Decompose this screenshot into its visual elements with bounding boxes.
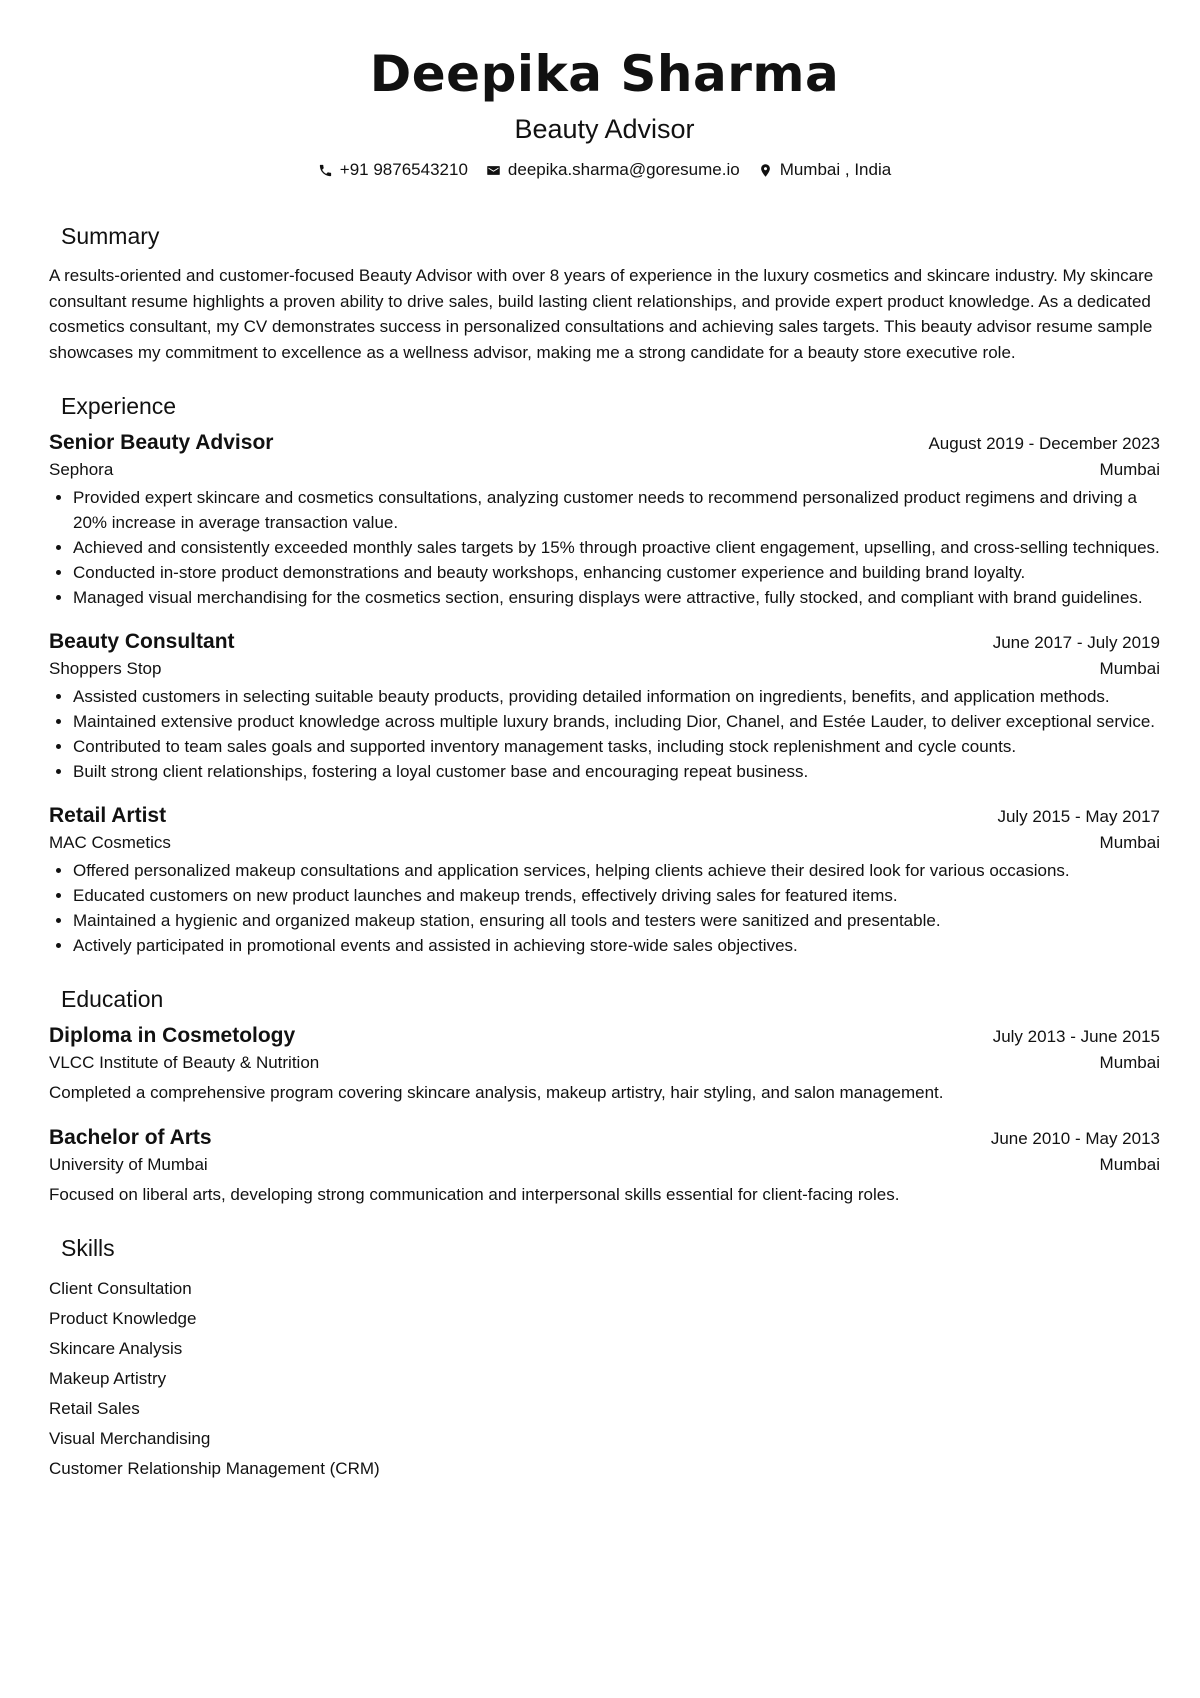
job-entry xyxy=(49,430,1160,610)
phone-text: +91 9876543210 xyxy=(339,160,468,179)
skills-section xyxy=(49,1234,1160,1484)
summary-section xyxy=(49,222,1160,365)
job-dates: August 2019 - December 2023 xyxy=(928,434,1160,453)
skill-item: Visual Merchandising xyxy=(49,1429,211,1448)
location-text: Mumbai , India xyxy=(779,160,892,179)
location-pin-icon xyxy=(758,163,773,178)
job-entry xyxy=(49,629,1160,784)
education-section xyxy=(49,985,1160,1207)
skill-item: Skincare Analysis xyxy=(49,1339,183,1358)
job-bullet: • Actively participated in promotional events and assisted in achieving store-wide sales objectives. xyxy=(73,933,1160,958)
summary-text: A results-oriented and customer-focused Beauty Advisor with over 8 years of experience in the luxury cosmetics and skincare industry. My skincare consultant resume highlights a proven ability to drive sales, build lasting client relationships, and provide expert product knowledge. As a dedicated cosmetics consultant, my CV demonstrates success in personalized consultations and achieving sales targets. This beauty advisor resume sample showcases my commitment to excellence as a wellness advisor, making me a strong candidate for a beauty store executive role. xyxy=(49,266,1154,362)
contact-bar xyxy=(49,159,1160,181)
experience-heading: Experience xyxy=(61,393,177,419)
job-bullet: • Maintained extensive product knowledge across multiple luxury brands, including Dior, Chanel, and Estée Lauder, to deliver exceptional service. xyxy=(73,709,1160,734)
job-location: Mumbai xyxy=(1099,659,1160,678)
skill-item: Customer Relationship Management (CRM) xyxy=(49,1459,380,1478)
contact-location xyxy=(758,159,892,181)
education-entry xyxy=(49,1125,1160,1207)
resume-page xyxy=(49,0,1160,1484)
job-dates: July 2015 - May 2017 xyxy=(997,807,1160,826)
job-bullet: • Educated customers on new product launches and makeup trends, effectively driving sales for featured items. xyxy=(73,883,1160,908)
mail-icon xyxy=(486,163,501,178)
education-description: Completed a comprehensive program covering skincare analysis, makeup artistry, hair styling, and salon management. xyxy=(49,1083,944,1102)
job-entry xyxy=(49,803,1160,958)
job-location: Mumbai xyxy=(1099,833,1160,852)
school-name: University of Mumbai xyxy=(49,1155,208,1174)
school-location: Mumbai xyxy=(1099,1155,1160,1174)
job-bullet: • Contributed to team sales goals and supported inventory management tasks, including stock replenishment and cycle counts. xyxy=(73,734,1160,759)
phone-icon xyxy=(318,163,333,178)
job-title: Beauty Consultant xyxy=(49,630,235,653)
job-company: MAC Cosmetics xyxy=(49,833,171,852)
education-description: Focused on liberal arts, developing strong communication and interpersonal skills essential for client-facing roles. xyxy=(49,1185,900,1204)
job-bullets xyxy=(49,485,1160,610)
job-bullets xyxy=(49,858,1160,958)
skill-item: Product Knowledge xyxy=(49,1309,197,1328)
job-bullet: • Maintained a hygienic and organized makeup station, ensuring all tools and testers were sanitized and presentable. xyxy=(73,908,1160,933)
summary-heading: Summary xyxy=(61,223,160,249)
skill-item: Client Consultation xyxy=(49,1279,192,1298)
candidate-name: Deepika Sharma xyxy=(369,45,840,103)
experience-section xyxy=(49,392,1160,958)
skill-item: Retail Sales xyxy=(49,1399,140,1418)
contact-email xyxy=(486,159,740,181)
education-dates: June 2010 - May 2013 xyxy=(990,1129,1160,1148)
job-title: Retail Artist xyxy=(49,804,167,827)
job-company: Shoppers Stop xyxy=(49,659,162,678)
job-bullet: • Built strong client relationships, fostering a loyal customer base and encouraging repeat business. xyxy=(73,759,1160,784)
job-bullet: • Provided expert skincare and cosmetics consultations, analyzing customer needs to recommend personalized product regimens and driving a 20% increase in average transaction value. xyxy=(73,485,1160,535)
degree-title: Bachelor of Arts xyxy=(49,1126,212,1149)
education-dates: July 2013 - June 2015 xyxy=(992,1027,1160,1046)
job-bullet: • Managed visual merchandising for the cosmetics section, ensuring displays were attractive, fully stocked, and compliant with brand guidelines. xyxy=(73,585,1160,610)
job-company: Sephora xyxy=(49,460,114,479)
skill-item: Makeup Artistry xyxy=(49,1369,167,1388)
job-bullet: • Offered personalized makeup consultations and application services, helping clients achieve their desired look for various occasions. xyxy=(73,858,1160,883)
job-bullet: • Conducted in-store product demonstrations and beauty workshops, enhancing customer experience and building brand loyalty. xyxy=(73,560,1160,585)
job-bullet: • Assisted customers in selecting suitable beauty products, providing detailed information on ingredients, benefits, and application methods. xyxy=(73,684,1160,709)
job-location: Mumbai xyxy=(1099,460,1160,479)
job-dates: June 2017 - July 2019 xyxy=(992,633,1160,652)
school-name: VLCC Institute of Beauty & Nutrition xyxy=(49,1053,320,1072)
resume-header xyxy=(49,44,1160,181)
skills-heading: Skills xyxy=(61,1235,115,1261)
skills-list xyxy=(49,1274,1160,1484)
candidate-role: Beauty Advisor xyxy=(514,114,695,144)
education-heading: Education xyxy=(61,986,164,1012)
job-title: Senior Beauty Advisor xyxy=(49,431,274,454)
degree-title: Diploma in Cosmetology xyxy=(49,1024,296,1047)
job-bullet: • Achieved and consistently exceeded monthly sales targets by 15% through proactive client engagement, upselling, and cross-selling techniques. xyxy=(73,535,1160,560)
email-text: deepika.sharma@goresume.io xyxy=(507,160,740,179)
school-location: Mumbai xyxy=(1099,1053,1160,1072)
job-bullets xyxy=(49,684,1160,784)
contact-phone xyxy=(318,159,468,181)
education-entry xyxy=(49,1023,1160,1105)
